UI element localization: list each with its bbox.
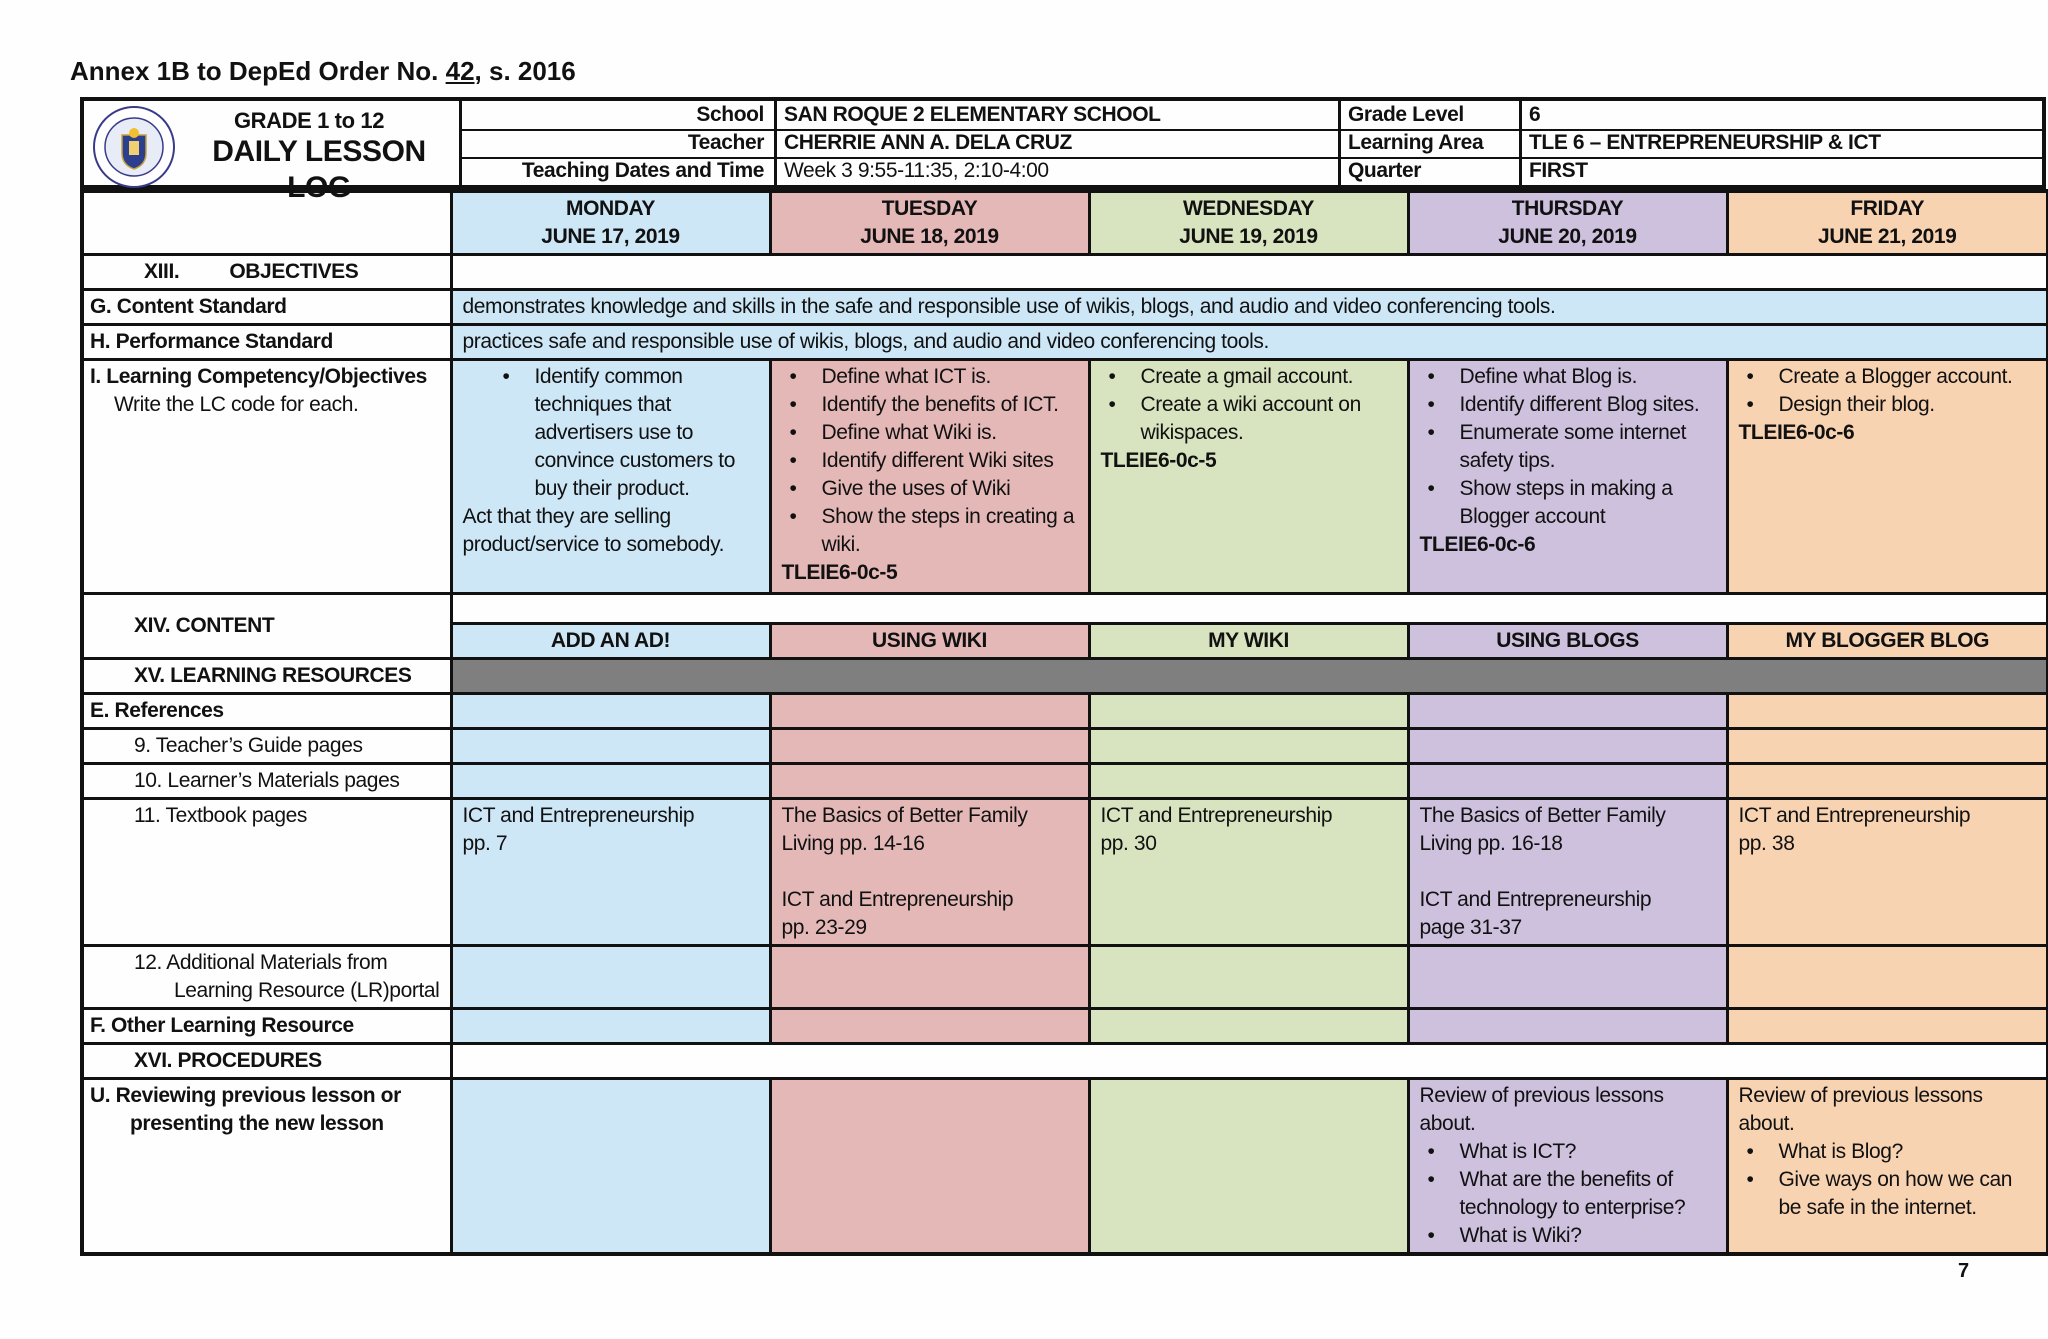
page-number: 7: [1958, 1260, 1970, 1282]
day-header-friday: FRIDAY JUNE 21, 2019: [1727, 191, 2048, 255]
list-item: • What is ICT?: [1420, 1138, 1716, 1166]
content-standard-label: G. Content Standard: [82, 290, 451, 325]
content-label: XIV. CONTENT: [82, 594, 451, 659]
dates-value: Week 3 9:55-11:35, 2:10-4:00: [784, 159, 1049, 182]
additional-materials-label: 12. Additional Materials from Learning Resource (LR)portal: [82, 946, 451, 1009]
textbook-row: [82, 799, 2048, 946]
list-item: • Define what Blog is.: [1420, 363, 1716, 391]
performance-standard-value: practices safe and responsible use of wikis, blogs, and audio and video conferencing tools.: [451, 325, 2048, 360]
wednesday-objectives: [1089, 360, 1408, 594]
monday-objectives: • Identify common techniques that advertisers use to convince customers to buy their product. Act that they are selling product/service to somebody.: [451, 360, 770, 594]
friday-content: MY BLOGGER BLOG: [1727, 624, 2048, 659]
list-item: • Identify different Blog sites.: [1420, 391, 1716, 419]
list-item: • Design their blog.: [1739, 391, 2037, 419]
list-item: • Identify common techniques that advertisers use to convince customers to buy their product.: [495, 363, 759, 503]
monday-review: [451, 1079, 770, 1255]
day-header-thursday: THURSDAY JUNE 20, 2019: [1408, 191, 1727, 255]
tuesday-content: USING WIKI: [770, 624, 1089, 659]
list-item: • Give ways on how we can be safe in the internet.: [1739, 1166, 2037, 1222]
performance-standard-label: H. Performance Standard: [82, 325, 451, 360]
list-item: • What are the benefits of technology to enterprise?: [1420, 1166, 1716, 1222]
learners-materials-row: [82, 764, 2048, 799]
grade-range: GRADE 1 to 12: [233, 108, 385, 133]
resources-bar: [451, 659, 2048, 694]
other-resource-row: [82, 1009, 2048, 1044]
list-item: • What is Blog?: [1739, 1138, 2037, 1166]
competency-label: I. Learning Competency/Objectives Write the LC code for each.: [82, 360, 451, 594]
tuesday-objectives: [770, 360, 1089, 594]
list-item: • Identify different Wiki sites: [782, 447, 1078, 475]
competency-row: [82, 360, 2048, 594]
procedures-row: [82, 1044, 2048, 1079]
lc-code: TLEIE6-0c-5: [781, 561, 898, 584]
wednesday-content: MY WIKI: [1089, 624, 1408, 659]
grade-level-value: 6: [1529, 103, 1541, 126]
daily-lesson-log: [80, 97, 2046, 1256]
quarter-value: FIRST: [1529, 159, 1588, 182]
references-label: E. References: [82, 694, 451, 729]
wednesday-textbook: ICT and Entrepreneurship pp. 30: [1089, 799, 1408, 946]
friday-textbook: ICT and Entrepreneurship pp. 38: [1727, 799, 2048, 946]
additional-materials-row: [82, 946, 2048, 1009]
resources-label: XV. LEARNING RESOURCES: [82, 659, 451, 694]
teachers-guide-row: [82, 729, 2048, 764]
thursday-content: USING BLOGS: [1408, 624, 1727, 659]
friday-review: Review of previous lessons about. • What is Blog? • Give ways on how we can be safe in the internet.: [1727, 1079, 2048, 1255]
list-item: • Define what Wiki is.: [782, 419, 1078, 447]
school-label: School: [696, 103, 764, 126]
content-spacer-row: [82, 594, 2048, 624]
objectives-label: XIII. OBJECTIVES: [82, 255, 451, 290]
references-row: [82, 694, 2048, 729]
list-item: • Create a gmail account.: [1101, 363, 1397, 391]
list-item: • Create a Blogger account.: [1739, 363, 2037, 391]
thursday-review: Review of previous lessons about. • What is ICT? • What are the benefits of technology to enterprise? • What is Wiki?: [1408, 1079, 1727, 1255]
list-item: • Create a wiki account on wikispaces.: [1101, 391, 1397, 447]
day-header-wednesday: WEDNESDAY JUNE 19, 2019: [1089, 191, 1408, 255]
wednesday-review: [1089, 1079, 1408, 1255]
area-label: Learning Area: [1348, 131, 1484, 154]
thursday-textbook: The Basics of Better Family Living pp. 16-18 ICT and Entrepreneurship page 31-37: [1408, 799, 1727, 946]
thursday-objectives: [1408, 360, 1727, 594]
annex-title: Annex 1B to DepEd Order No. 42, s. 2016: [70, 56, 576, 86]
teachers-guide-label: 9. Teacher’s Guide pages: [82, 729, 451, 764]
list-item: • Give the uses of Wiki: [782, 475, 1078, 503]
deped-seal-icon: [92, 105, 176, 189]
list-item: • Show the steps in creating a wiki.: [782, 503, 1078, 559]
objectives-row: [82, 255, 2048, 290]
lc-code: TLEIE6-0c-6: [1738, 421, 1855, 444]
header-block: [80, 97, 2046, 204]
learners-materials-label: 10. Learner’s Materials pages: [82, 764, 451, 799]
day-header-tuesday: TUESDAY JUNE 18, 2019: [770, 191, 1089, 255]
teacher-label: Teacher: [687, 131, 764, 154]
performance-standard-row: [82, 325, 2048, 360]
teacher-value: CHERRIE ANN A. DELA CRUZ: [784, 131, 1072, 154]
list-item: • Define what ICT is.: [782, 363, 1078, 391]
tuesday-textbook: The Basics of Better Family Living pp. 14-16 ICT and Entrepreneurship pp. 23-29: [770, 799, 1089, 946]
school-value: SAN ROQUE 2 ELEMENTARY SCHOOL: [784, 103, 1161, 126]
content-standard-row: [82, 290, 2048, 325]
resources-row: [82, 659, 2048, 694]
other-resource-label: F. Other Learning Resource: [82, 1009, 451, 1044]
friday-objectives: [1727, 360, 2048, 594]
lesson-grid: [80, 189, 2048, 1256]
list-item: • Show steps in making a Blogger account: [1420, 475, 1716, 531]
tuesday-review: [770, 1079, 1089, 1255]
quarter-label: Quarter: [1348, 159, 1422, 182]
monday-textbook: ICT and Entrepreneurship pp. 7: [451, 799, 770, 946]
list-item: • What is Wiki?: [1420, 1222, 1716, 1250]
review-row: [82, 1079, 2048, 1255]
content-standard-value: demonstrates knowledge and skills in the safe and responsible use of wikis, blogs, and audio and video conferencing tools.: [451, 290, 2048, 325]
monday-content: ADD AN AD!: [451, 624, 770, 659]
review-label: U. Reviewing previous lesson or presenting the new lesson: [82, 1079, 451, 1255]
lc-code: TLEIE6-0c-6: [1419, 533, 1536, 556]
area-value: TLE 6 – ENTREPRENEURSHIP & ICT: [1529, 131, 1881, 154]
grade-level-label: Grade Level: [1348, 103, 1464, 126]
lc-code: TLEIE6-0c-5: [1100, 449, 1217, 472]
textbook-label: 11. Textbook pages: [82, 799, 451, 946]
day-header-monday: MONDAY JUNE 17, 2019: [451, 191, 770, 255]
list-item: • Identify the benefits of ICT.: [782, 391, 1078, 419]
log-title: DAILY LESSON LOG: [212, 135, 426, 204]
dates-label: Teaching Dates and Time: [521, 159, 764, 182]
list-item: • Enumerate some internet safety tips.: [1420, 419, 1716, 475]
procedures-label: XVI. PROCEDURES: [82, 1044, 451, 1079]
